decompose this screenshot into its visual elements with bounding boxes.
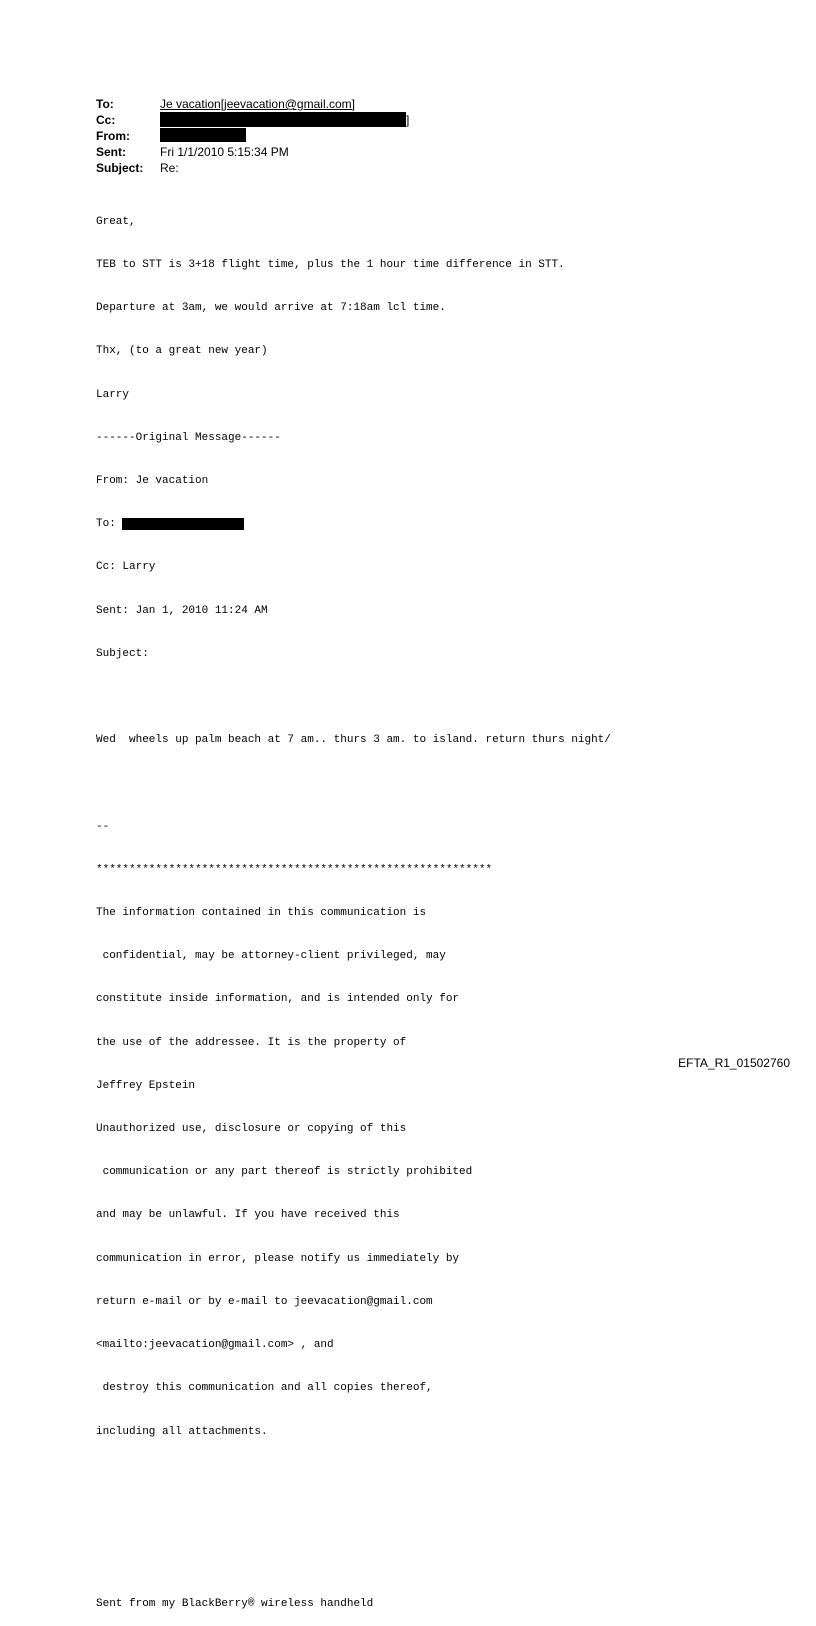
disclaimer-line: The information contained in this communication is [96,907,427,920]
original-cc: Cc: Larry [96,561,156,574]
blank-line [96,1511,611,1525]
to-value: Je vacation[jeevacation@gmail.com] [160,97,355,111]
blank-line [96,776,611,790]
disclaimer-line: confidential, may be attorney-client privileged, may [96,950,446,963]
subject-label: Subject: [96,161,144,175]
cc-label: Cc: [96,113,116,127]
reply-line: Thx, (to a great new year) [96,345,268,358]
disclaimer-line: constitute inside information, and is intended only for [96,993,460,1006]
from-value [160,128,246,144]
reply-line: Great, [96,215,136,228]
original-separator: ------Original Message------ [96,431,281,444]
disclaimer-line: return e-mail or by e-mail to jeevacation@gmail.com [96,1295,433,1308]
to-label: To: [96,97,114,111]
reply-signoff: Larry [96,388,130,401]
blank-line [96,1554,611,1568]
reply-line: Departure at 3am, we would arrive at 7:18am lcl time. [96,302,446,315]
disclaimer-line: communication or any part thereof is strictly prohibited [96,1166,473,1179]
disclaimer-line: the use of the addressee. It is the property of [96,1036,407,1049]
disclaimer-line: destroy this communication and all copies thereof, [96,1382,433,1395]
message-body: Wed wheels up palm beach at 7 am.. thurs 3 am. to island. return thurs night/ [96,734,611,747]
original-sent: Sent: Jan 1, 2010 11:24 AM [96,604,268,617]
original-to-label: To: [96,518,123,531]
sent-from-signature: Sent from my BlackBerry® wireless handheld [96,1598,374,1611]
disclaimer-line: communication in error, please notify us immediately by [96,1252,460,1265]
original-subject: Subject: [96,647,149,660]
disclaimer-line: including all attachments. [96,1425,268,1438]
sent-label: Sent: [96,145,126,159]
sent-value: Fri 1/1/2010 5:15:34 PM [160,145,289,159]
signature-dash: -- [96,820,110,833]
redaction-box [160,112,406,127]
disclaimer-line: <mailto:jeevacation@gmail.com> , and [96,1339,334,1352]
disclaimer-line: Unauthorized use, disclosure or copying of this [96,1123,407,1136]
blank-line [96,1468,611,1482]
cc-suffix: ] [406,113,410,127]
redaction-box [122,518,244,530]
document-id: EFTA_R1_01502760 [678,1056,790,1070]
email-body [96,186,611,1626]
redaction-box [160,128,246,142]
original-from: From: Je vacation [96,475,209,488]
subject-value: Re: [160,161,179,175]
disclaimer-line: and may be unlawful. If you have received this [96,1209,400,1222]
blank-line [96,690,611,704]
disclaimer-line: Jeffrey Epstein [96,1079,196,1092]
cc-value [160,112,409,128]
from-label: From: [96,129,130,143]
star-divider: ************************************************************ [96,863,493,876]
reply-line: TEB to STT is 3+18 flight time, plus the 1 hour time difference in STT. [96,259,565,272]
original-to [96,517,611,531]
